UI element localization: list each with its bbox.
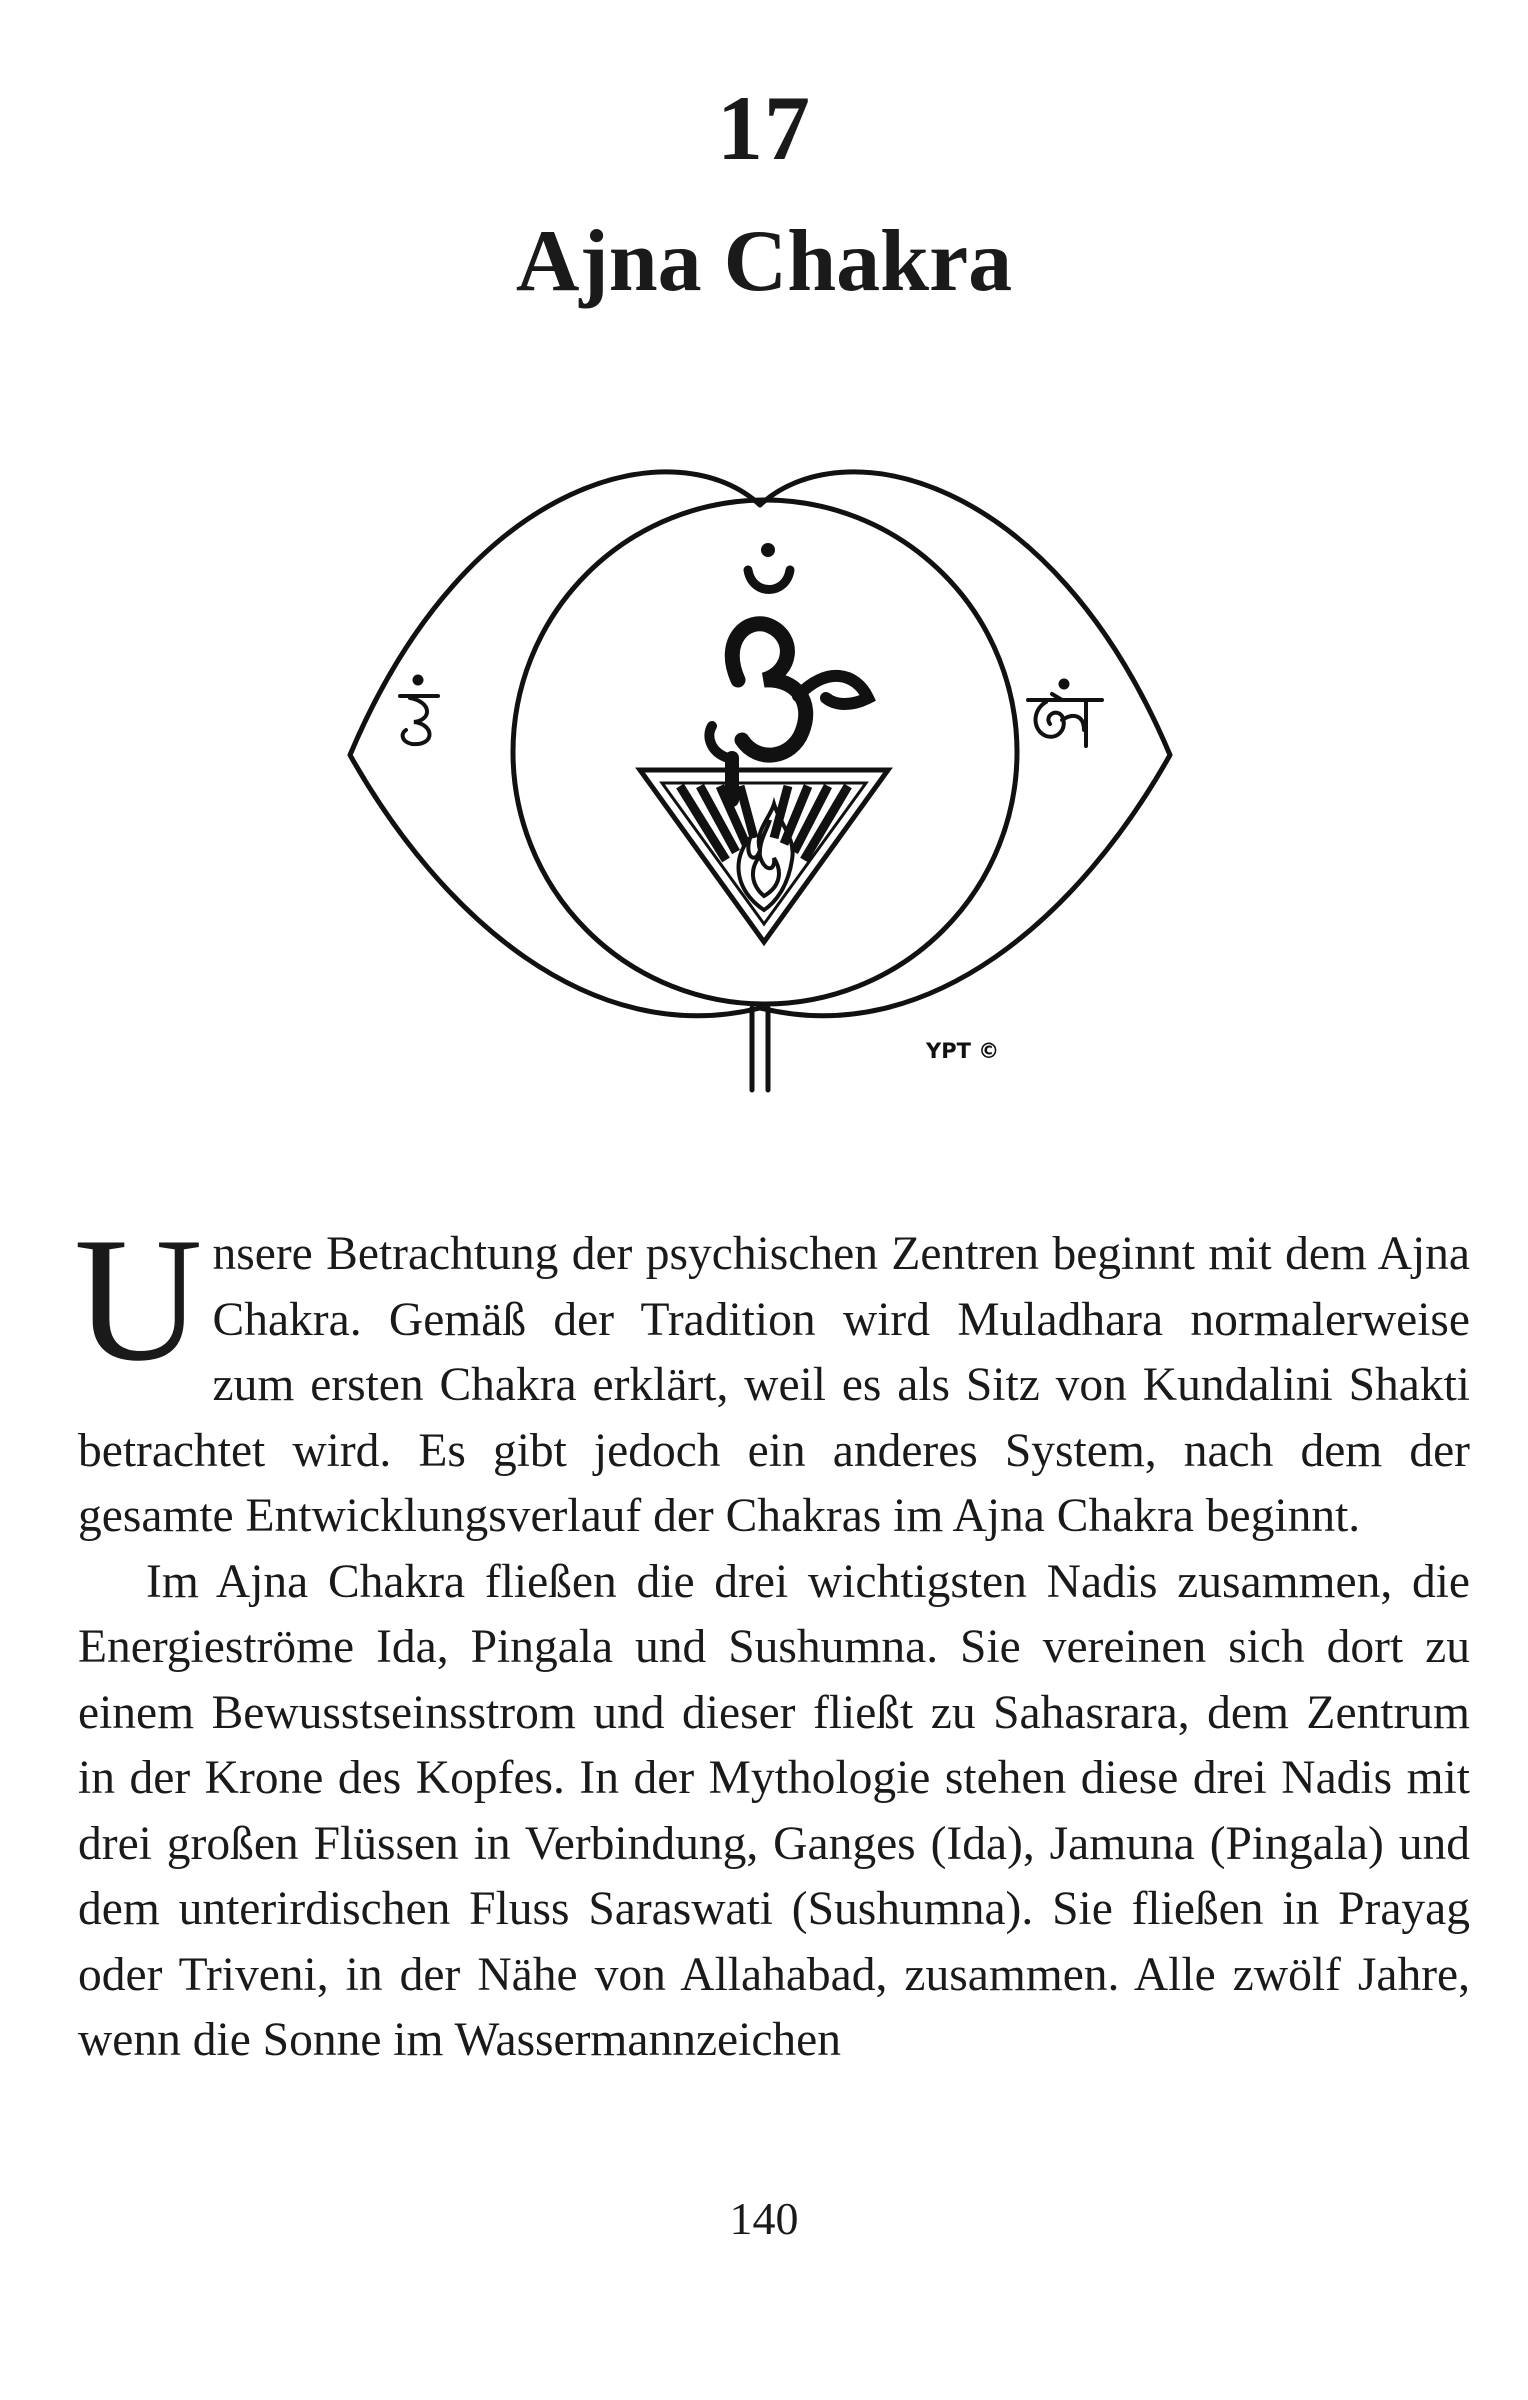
ham-bija-icon bbox=[400, 677, 438, 745]
drop-cap: U bbox=[74, 1200, 203, 1398]
paragraph-1-text: nsere Betrachtung der psychischen Zentren beginnt mit dem Ajna Chakra. Gemäß der Tradition wird Muladhara normalerweise zum ersten Chakra erklärt, weil es als Sitz von Kundalini Shakti betrachtet wird. Es gibt jedoch ein anderes System, nach dem der gesamte Entwicklungsverlauf der Chakras im Ajna Chakra beginnt. bbox=[78, 1228, 1470, 1542]
ajna-chakra-illustration bbox=[340, 440, 1180, 1100]
paragraph-2: Im Ajna Chakra fließen die drei wichtigsten Nadis zusammen, die Energieströme Ida, Pingala und Sushumna. Sie vereinen sich dort zu einem Bewusstseinsstrom und dieser fließt zu Sahasrara, dem Zentrum in der Krone des Kopfes. In der Mythologie stehen diese drei Nadis mit drei großen Flüssen in Verbindung, Ganges (Ida), Jamuna (Pingala) und dem unterirdischen Fluss Saraswati (Sushumna). Sie fließen in Prayag oder Triveni, in der Nähe von Allahabad, zusammen. Alle zwölf Jahre, wenn die Sonne im Wassermannzeichen bbox=[78, 1555, 1470, 2066]
chakra-outline bbox=[350, 472, 1170, 1090]
illustration-credit: YPT © bbox=[926, 1039, 1000, 1063]
chapter-number: 17 bbox=[717, 77, 811, 179]
paragraph-1 bbox=[74, 1200, 1470, 1550]
ksham-bija-icon bbox=[1028, 681, 1102, 747]
body-text bbox=[74, 1200, 1470, 2074]
chapter-title: Ajna Chakra bbox=[515, 213, 1013, 310]
inverted-triangle bbox=[640, 770, 888, 942]
om-symbol-icon bbox=[709, 543, 868, 800]
page-number: 140 bbox=[729, 2193, 799, 2244]
